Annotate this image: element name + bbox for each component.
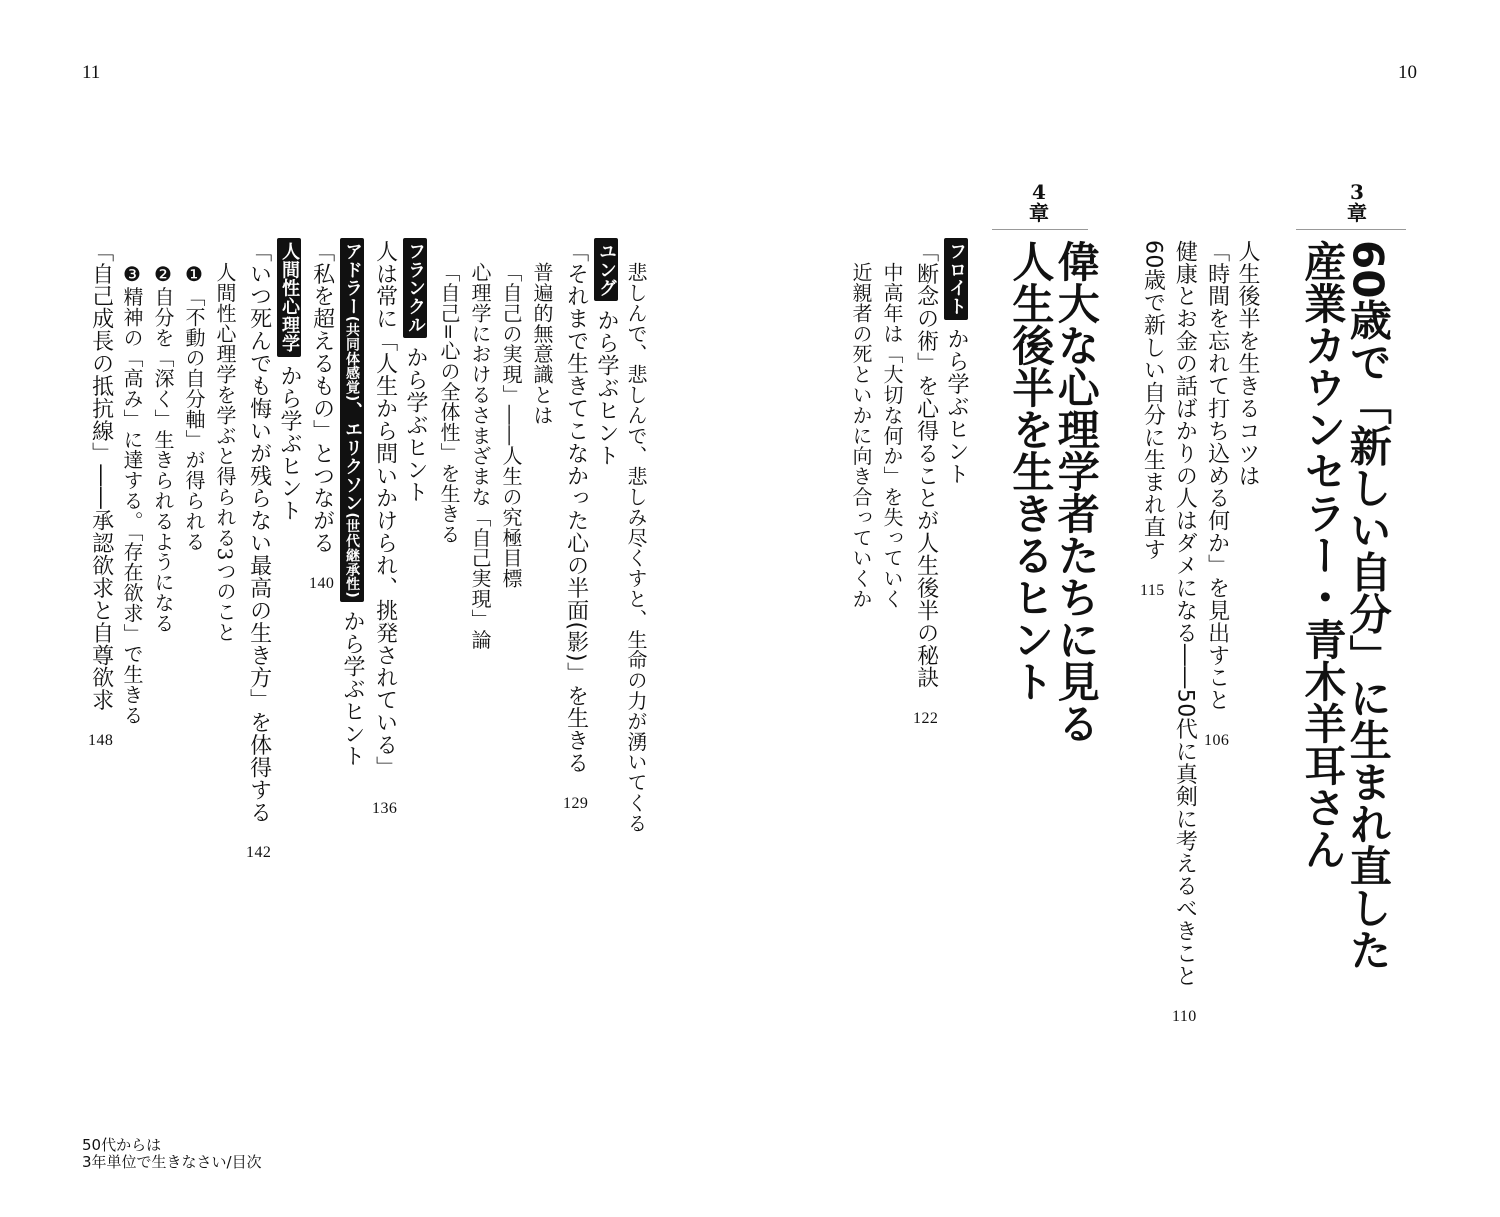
chapter4-title-line2: 人生後半を生きるヒント [1006, 240, 1056, 702]
erikson-tag-note: (世代継承性) [344, 512, 360, 599]
toc-entry[interactable] [1204, 240, 1229, 749]
toc-page-number: 115 [1140, 581, 1165, 599]
adler-tag-separator: 、 [342, 401, 363, 421]
toc-entry-text: 精神の「高み」に達する。「存在欲求」で生きる [120, 286, 144, 726]
section-freud-heading [944, 238, 968, 485]
toc-entry[interactable] [309, 240, 334, 592]
toc-page-number: 122 [913, 709, 939, 727]
toc-subentry[interactable] [184, 262, 204, 552]
adler-tag-name: アドラー [342, 242, 363, 316]
erikson-tag-name: エリクソン [342, 420, 363, 513]
page-number-left: 11 [82, 62, 101, 83]
chapter3-title [1298, 240, 1393, 971]
toc-subentry[interactable] [215, 262, 235, 642]
toc-entry-text: 人生後半を生きるコツは [1235, 240, 1260, 487]
toc-entry-text: 「自己成長の抵抗線」――承認欲求と自尊欲求 [88, 240, 114, 712]
adler-tag [340, 238, 364, 602]
section-heading-text: から学ぶヒント [403, 346, 428, 504]
toc-subentry[interactable] [501, 262, 521, 588]
adler-tag-note: (共同体感覚) [344, 315, 360, 402]
toc-page-number: 129 [563, 795, 589, 813]
frankl-tag: フランクル [403, 238, 427, 338]
chapter4-kanji: 章 [1029, 201, 1049, 225]
toc-subentry[interactable] [626, 262, 646, 833]
number-2-icon: ❷ [151, 262, 175, 287]
page-number-right: 10 [1398, 62, 1417, 83]
toc-entry-text: 近親者の死といかに向き合っていくか [849, 262, 873, 609]
toc-entry-text: 健康とお金の話ばかりの人はダメになる――50代に真剣に考えるべきこと [1172, 240, 1198, 987]
book-title-footer [82, 1137, 262, 1172]
footer-line-1: 50代からは [82, 1136, 162, 1154]
toc-entry-text: 中高年は「大切な何か」を失っていく [880, 262, 904, 609]
toc-entry-text: 心理学におけるさまざまな「自己実現」論 [468, 262, 492, 650]
toc-page-number: 148 [88, 732, 114, 750]
toc-entry[interactable] [1172, 240, 1197, 1025]
toc-entry-text: 悲しんで、悲しんで、悲しみ尽くすと、生命の力が湧いてくる [624, 262, 648, 834]
toc-page-number: 136 [372, 799, 398, 817]
toc-entry-text: 自分を「深く」生きられるようになる [151, 286, 175, 634]
toc-entry-text: 「自己の実現」――人生の究極目標 [499, 262, 523, 589]
chapter3-number: 3 [1350, 180, 1364, 204]
chapter4-title-line1: 偉大な心理学者たちに見る [1051, 240, 1101, 744]
toc-subentry[interactable] [439, 262, 459, 544]
section-jung-heading [594, 238, 618, 466]
section-heading-text: から学ぶヒント [277, 364, 302, 522]
chapter3-rule [1296, 229, 1406, 230]
toc-subentry[interactable] [532, 262, 552, 425]
toc-entry[interactable] [372, 240, 397, 817]
chapter3-label [1340, 182, 1374, 224]
freud-tag: フロイト [944, 238, 968, 320]
chapter4-number: 4 [1032, 180, 1046, 204]
toc-entry[interactable] [1236, 240, 1258, 487]
toc-entry[interactable] [1140, 240, 1165, 599]
section-heading-text: から学ぶヒント [594, 309, 619, 467]
toc-page-number: 142 [246, 844, 272, 862]
number-3-icon: ❸ [120, 262, 144, 287]
section-heading-text: から学ぶヒント [340, 610, 365, 768]
chapter4-rule [992, 229, 1088, 230]
footer-line-2: 3年単位で生きなさい/目次 [82, 1153, 262, 1172]
toc-subentry[interactable] [882, 262, 902, 609]
toc-page-number: 106 [1204, 732, 1230, 750]
chapter3-kanji: 章 [1347, 201, 1367, 225]
toc-entry-text: 「不動の自分軸」が得られる [182, 286, 206, 552]
number-1-icon: ❶ [182, 262, 206, 287]
chapter4-title [1006, 240, 1101, 744]
toc-entry-text: 普遍的無意識とは [530, 262, 554, 426]
chapter3-title-line2: 産業カウンセラー・青木羊耳さん [1298, 240, 1348, 870]
toc-entry[interactable] [246, 240, 271, 861]
jung-tag: ユング [594, 238, 618, 301]
toc-page-number: 140 [309, 575, 335, 593]
toc-entry-text: 60歳で新しい自分に生まれ直す [1140, 240, 1166, 561]
toc-page-number: 110 [1172, 1007, 1197, 1025]
toc-subentry[interactable] [470, 262, 490, 650]
toc-entry-text: 「いつ死んでも悔いが残らない最高の生き方」を体得する [246, 240, 272, 824]
toc-entry-text: 「時間を忘れて打ち込める何か」を見出すこと [1204, 240, 1230, 712]
toc-entry[interactable] [913, 240, 938, 727]
section-humanistic-heading [277, 238, 301, 522]
toc-subentry[interactable] [153, 262, 173, 633]
section-heading-text: から学ぶヒント [944, 327, 969, 485]
humanistic-tag: 人間性心理学 [277, 238, 301, 357]
toc-entry-text: 人は常に「人生から問いかけられ、挑発されている」 [372, 240, 398, 779]
section-frankl-heading [403, 238, 427, 503]
toc-entry-text: 「自己=心の全体性」を生きる [437, 262, 461, 545]
toc-entry-text: 「私を超えるもの」とつながる [309, 240, 335, 555]
toc-entry[interactable] [88, 240, 113, 749]
toc-entry[interactable] [563, 240, 588, 812]
chapter3-title-line1: 60歳で「新しい自分」に生まれ直した [1343, 240, 1393, 971]
toc-entry-text: 「断念の術」を心得ることが人生後半の秘訣 [913, 240, 939, 689]
section-adler-heading [340, 238, 364, 767]
toc-subentry[interactable] [122, 262, 142, 725]
toc-entry-text: 「それまで生きてこなかった心の半面(影)」を生きる [563, 240, 589, 775]
toc-entry-text: 人間性心理学を学ぶと得られる3つのこと [213, 262, 237, 643]
chapter4-label [1022, 182, 1056, 224]
toc-subentry[interactable] [851, 262, 871, 609]
